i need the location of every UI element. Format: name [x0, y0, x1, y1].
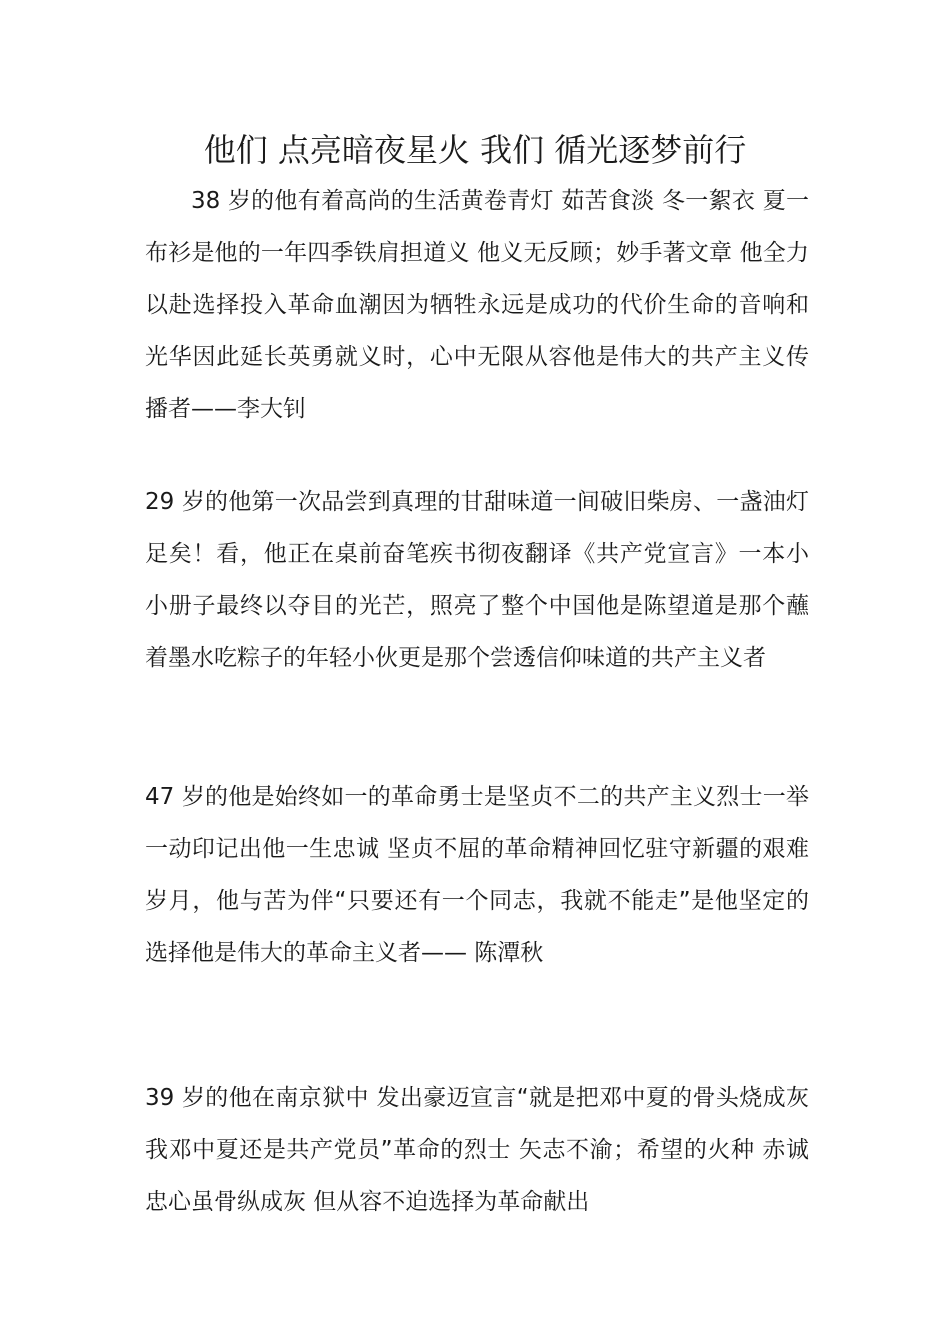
paragraph-chen-tanqiu: 47 岁的他是始终如一的革命勇士是坚贞不二的共产主义烈士一举一动印记出他一生忠诚 坚贞不屈的革命精神回忆驻守新疆的艰难岁月，他与苦为伴“只要还有一个同志，我就不能走”是他坚定的选择他是伟大的革命主义者—— 陈潭秋	[145, 784, 809, 966]
paragraph-li-dazhao: 38 岁的他有着高尚的生活黄卷青灯 茹苦食淡 冬一絮衣 夏一布衫是他的一年四季铁肩担道义 他义无反顾；妙手著文章 他全力以赴选择投入革命血潮因为牺牲永远是成功的代价生命的音响和光华因此延长英勇就义时，心中无限从容他是伟大的共产主义传播者——李大钊	[145, 188, 809, 422]
paragraph-chen-wangdao: 29 岁的他第一次品尝到真理的甘甜味道一间破旧柴房、一盏油灯足矣！看，他正在桌前奋笔疾书彻夜翻译《共产党宣言》一本小小册子最终以夺目的光芒，照亮了整个中国他是陈望道是那个蘸着墨水吃粽子的年轻小伙更是那个尝透信仰味道的共产主义者	[145, 489, 809, 671]
document-title: 他们 点亮暗夜星火 我们 循光逐梦前行	[203, 131, 747, 169]
paragraph-deng-zhongxia: 39 岁的他在南京狱中 发出豪迈宣言“就是把邓中夏的骨头烧成灰我邓中夏还是共产党员”革命的烈士 矢志不渝；希望的火种 赤诚忠心虽骨纵成灰 但从容不迫选择为革命献出	[145, 1085, 809, 1215]
